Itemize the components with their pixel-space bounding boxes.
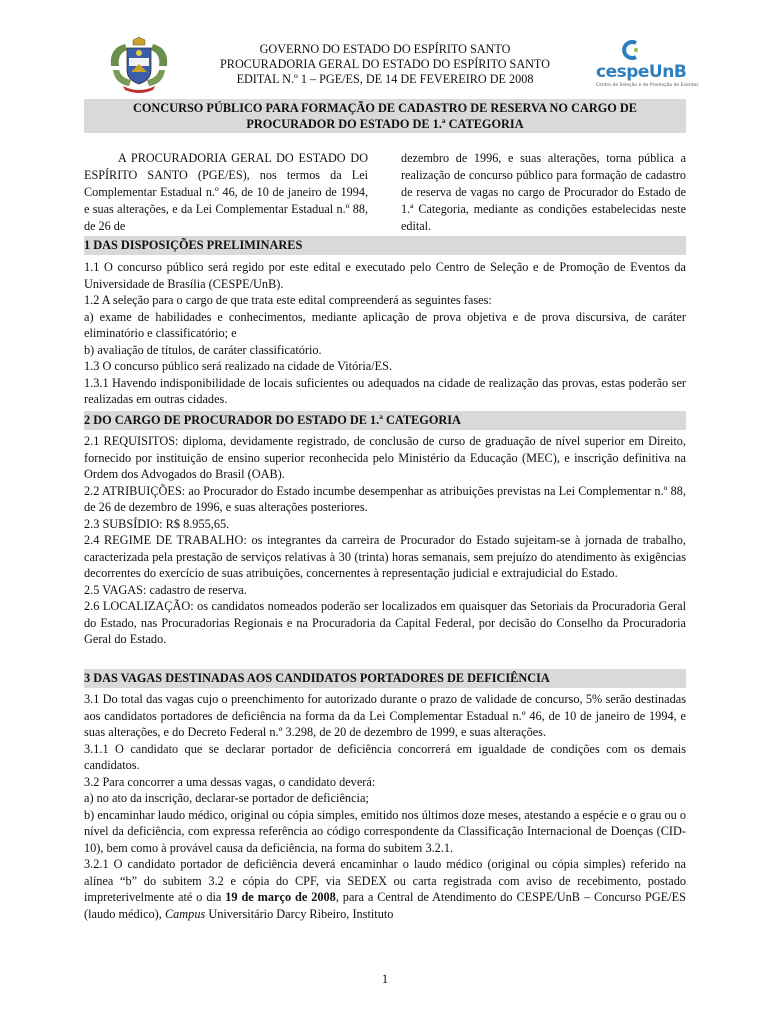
paragraph: 3.1.1 O candidato que se declarar portador de deficiência concorrerá em igualdade de condições com os demais candidatos. <box>84 741 686 772</box>
section-3-heading: 3 DAS VAGAS DESTINADAS AOS CANDIDATOS PORTADORES DE DEFICIÊNCIA <box>84 669 686 688</box>
paragraph: 1.3.1 Havendo indisponibilidade de locais suficientes ou adequados na cidade de realização das provas, estas poderão ser realizadas em outras cidades. <box>84 375 686 406</box>
text-run: , para a Central de Atendimento do CESPE/UnB – Concurso PGE/ES (laudo médico), <box>84 890 686 921</box>
section-1-heading: 1 DAS DISPOSIÇÕES PRELIMINARES <box>84 236 686 255</box>
state-coat-of-arms-icon <box>105 36 173 94</box>
logo-wordmark: cespeUnB <box>596 62 687 82</box>
header-edital-line: EDITAL N.º 1 – PGE/ES, DE 14 DE FEVEREIRO DE 2008 <box>236 72 534 86</box>
page-number: 1 <box>381 972 389 986</box>
document-header <box>185 42 585 87</box>
paragraph: 3.1 Do total das vagas cujo o preenchimento for autorizado durante o prazo de validade de concurso, 5% serão destinadas aos candidatos portadores de deficiência na forma da da Lei Complementar Estadual n.º 46, de 10 de janeiro de 1994, e suas alterações, e do Decreto Federal n.º 3.298, de 20 de dezembro de 1999, e suas alterações. <box>84 692 686 739</box>
paragraph: b) avaliação de títulos, de caráter classificatório. <box>84 342 322 357</box>
paragraph: 2.1 REQUISITOS: diploma, devidamente registrado, de conclusão de curso de graduação de nível superior em Direito, fornecido por instituição de ensino superior reconhecida pelo Ministério da Educação (MEC), e inscrição definitiva na Ordem dos Advogados do Brasil (OAB). <box>84 434 686 481</box>
paragraph <box>84 856 686 922</box>
intro-column-right <box>401 150 686 235</box>
section-1-body <box>84 259 686 408</box>
paragraph: a) exame de habilidades e conhecimentos, mediante aplicação de prova objetiva e de prova discursiva, de caráter eliminatório e classificatório; e <box>84 309 686 340</box>
paragraph: 1.1 O concurso público será regido por este edital e executado pelo Centro de Seleção e de Promoção de Eventos da Universidade de Brasília (CESPE/UnB). <box>84 260 686 291</box>
header-government-line: GOVERNO DO ESTADO DO ESPÍRITO SANTO <box>259 42 511 56</box>
paragraph: 1.2 A seleção para o cargo de que trata este edital compreenderá as seguintes fases: <box>84 293 492 307</box>
section-2-heading: 2 DO CARGO DE PROCURADOR DO ESTADO DE 1.ª CATEGORIA <box>84 411 686 430</box>
paragraph: 1.3 O concurso público será realizado na cidade de Vitória/ES. <box>84 359 393 373</box>
paragraph: 2.2 ATRIBUIÇÕES: ao Procurador do Estado incumbe desempenhar as atribuições previstas na Lei Complementar n.º 88, de 26 de dezembro de 1996, e suas alterações posteriores. <box>84 483 686 514</box>
deadline-date: 19 de março de 2008 <box>225 890 336 904</box>
contest-title-line-2: PROCURADOR DO ESTADO DE 1.ª CATEGORIA <box>246 117 524 131</box>
paragraph: 2.4 REGIME DE TRABALHO: os integrantes da carreira de Procurador do Estado sujeitam-se à jornada de trabalho, caracterizada pela prestação de serviços relativas à 30 (trinta) horas semanais, sem prejuízo do atendimento às exigências decorrentes do exercício de suas atribuições, concernentes à representação judicial e extrajudicial do Estado. <box>84 533 686 580</box>
text-run: Universitário Darcy Ribeiro, Instituto <box>205 906 394 921</box>
intro-right-text: dezembro de 1996, e suas alterações, torna pública a realização de concurso público para formação de cadastro de reserva de vagas no cargo de Procurador do Estado de 1.ª Categoria, mediante as condições estabelecidas neste edital. <box>401 151 686 233</box>
paragraph: b) encaminhar laudo médico, original ou cópia simples, emitido nos últimos doze meses, atestando a espécie e o grau ou o nível da deficiência, com expressa referência ao código correspondente da Classificação Internacional de Doenças (CID-10), bem como à provável causa da deficiência, na forma do subitem 3.2.1. <box>84 807 686 855</box>
header-agency-line: PROCURADORIA GERAL DO ESTADO DO ESPÍRITO SANTO <box>220 57 550 71</box>
paragraph: a) no ato da inscrição, declarar-se portador de deficiência; <box>84 791 369 805</box>
section-3-body <box>84 691 686 922</box>
intro-left-text: A PROCURADORIA GERAL DO ESTADO DO ESPÍRITO SANTO (PGE/ES), nos termos da Lei Complementar Estadual n.º 46, de 10 de janeiro de 1994, e suas alterações, e da Lei Complementar Estadual n.º 88, de 26 de <box>84 151 368 233</box>
contest-title-line-1: CONCURSO PÚBLICO PARA FORMAÇÃO DE CADASTRO DE RESERVA NO CARGO DE <box>132 101 637 115</box>
paragraph: 2.3 SUBSÍDIO: R$ 8.955,65. <box>84 516 230 531</box>
intro-column-left <box>84 150 368 235</box>
text-run: 3.2.1 O candidato portador de deficiência deverá encaminhar o laudo médico (original ou cópia simples) referido na alínea “b” do subitem 3.2 e cópia do CPF, via SEDEX ou carta registrada com aviso de recebimento, postado impreterivelmente até o dia <box>84 857 686 904</box>
contest-title <box>84 99 686 133</box>
paragraph: 2.6 LOCALIZAÇÃO: os candidatos nomeados poderão ser localizados em quaisquer das Setoriais da Procuradoria Geral do Estado, nas Procuradorias Regionais e na Procuradoria da Capital Federal, por decisão do Conselho da Procuradoria Geral do Estado. <box>84 599 686 646</box>
paragraph: 2.5 VAGAS: cadastro de reserva. <box>84 582 247 597</box>
cespe-unb-logo <box>588 38 699 96</box>
logo-subtext: Centro de Seleção e de Promoção de Eventos <box>596 83 699 88</box>
paragraph: 3.2 Para concorrer a uma dessas vagas, o candidato deverá: <box>84 774 376 789</box>
campus-word: Campus <box>164 906 206 921</box>
cespe-emblem-icon <box>622 40 640 60</box>
section-2-body <box>84 433 686 648</box>
